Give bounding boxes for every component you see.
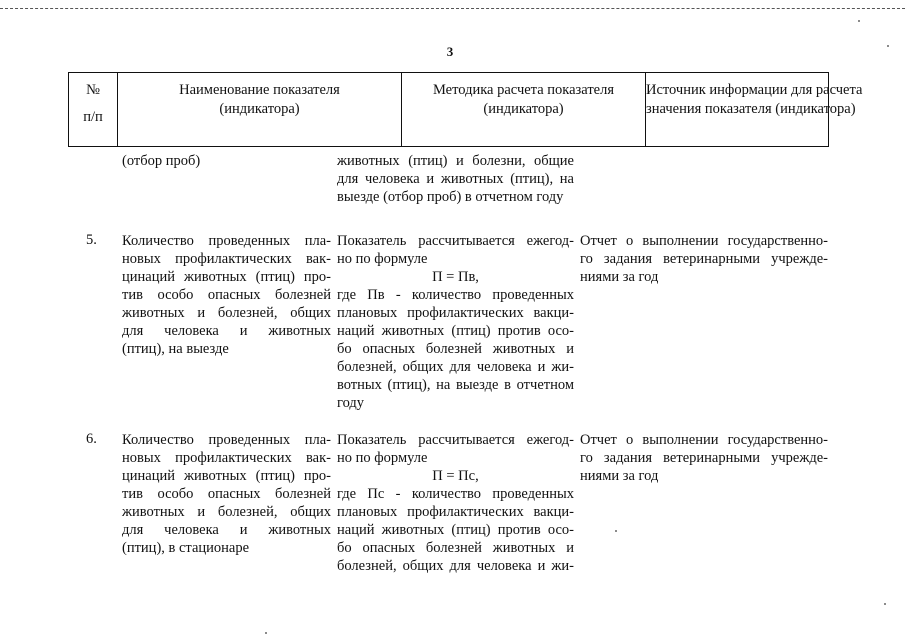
scan-speck xyxy=(615,530,617,532)
method-line: где Пв - количество проведенных xyxy=(337,287,574,303)
continuation-method-cell xyxy=(337,152,574,206)
formula: П = Пс, xyxy=(432,468,479,484)
source-line: Отчет о выполнении государственно- xyxy=(580,432,828,448)
row-number: 5. xyxy=(86,232,97,248)
header-number-symbol: № xyxy=(86,82,100,98)
name-line: тив особо опасных болезней xyxy=(122,486,331,502)
scan-speck xyxy=(887,45,889,47)
header-number-label: п/п xyxy=(83,109,103,125)
source-line: Отчет о выполнении государственно- xyxy=(580,233,828,249)
source-line: ниями за год xyxy=(580,269,659,285)
method-line: году xyxy=(337,395,365,411)
name-line: тив особо опасных болезней xyxy=(122,287,331,303)
header-method-line: Методика расчета показателя xyxy=(432,82,614,98)
method-line: бо опасных болезней животных и xyxy=(337,341,574,357)
method-line: выезде (отбор проб) в отчетном году xyxy=(337,189,564,205)
method-line: где Пс - количество проведенных xyxy=(337,486,574,502)
scan-speck xyxy=(858,20,860,22)
table-header xyxy=(68,72,863,147)
method-line: для человека и животных (птиц), на xyxy=(337,171,574,187)
method-line: Показатель рассчитывается ежегод- xyxy=(337,432,574,448)
name-line: (птиц), в стационаре xyxy=(122,540,250,556)
source-line: го задания ветеринарными учрежде- xyxy=(580,251,828,267)
row-name-cell xyxy=(122,431,331,557)
method-line: животных (птиц) и болезни, общие xyxy=(337,153,574,169)
scan-speck xyxy=(884,603,886,605)
method-line: наций животных (птиц) против осо- xyxy=(337,323,574,339)
header-source-line: Источник информации для расчета xyxy=(646,82,863,98)
row-number: 6. xyxy=(86,431,97,447)
source-line: ниями за год xyxy=(580,468,659,484)
header-source-cell xyxy=(646,73,863,146)
header-name-cell xyxy=(118,73,402,146)
header-name-line: Наименование показателя xyxy=(179,82,340,98)
continuation-name-cell xyxy=(122,152,331,170)
header-name-line: (индикатора) xyxy=(219,101,300,117)
source-line: го задания ветеринарными учрежде- xyxy=(580,450,828,466)
name-line: новых профилактических вак- xyxy=(122,450,331,466)
header-source-line: значения показателя (индикатора) xyxy=(646,101,856,117)
header-method-cell xyxy=(402,73,646,146)
name-line: Количество проведенных пла- xyxy=(122,233,331,249)
name-line: для человека и животных xyxy=(122,522,331,538)
name-line: животных и болезней, общих xyxy=(122,504,331,520)
method-line: болезней, общих для человека и жи- xyxy=(337,558,574,574)
method-line: но по формуле xyxy=(337,251,428,267)
method-line: плановых профилактических вакци- xyxy=(337,305,574,321)
formula: П = Пв, xyxy=(432,269,479,285)
name-line: (отбор проб) xyxy=(122,153,201,169)
page-number: 3 xyxy=(446,44,454,59)
header-method-line: (индикатора) xyxy=(483,101,564,117)
row-method-cell xyxy=(337,431,574,575)
name-line: животных и болезней, общих xyxy=(122,305,331,321)
row-source-cell xyxy=(580,431,828,485)
method-line: бо опасных болезней животных и xyxy=(337,540,574,556)
method-line: вотных (птиц), на выезде в отчетном xyxy=(337,377,574,393)
row-name-cell xyxy=(122,232,331,358)
method-line: Показатель рассчитывается ежегод- xyxy=(337,233,574,249)
row-source-cell xyxy=(580,232,828,286)
name-line: цинаций животных (птиц) про- xyxy=(122,468,331,484)
name-line: цинаций животных (птиц) про- xyxy=(122,269,331,285)
name-line: для человека и животных xyxy=(122,323,331,339)
header-number-cell xyxy=(69,73,118,146)
scan-speck xyxy=(265,632,267,634)
name-line: Количество проведенных пла- xyxy=(122,432,331,448)
name-line: новых профилактических вак- xyxy=(122,251,331,267)
method-line: наций животных (птиц) против осо- xyxy=(337,522,574,538)
method-line: плановых профилактических вакци- xyxy=(337,504,574,520)
name-line: (птиц), на выезде xyxy=(122,341,229,357)
method-line: но по формуле xyxy=(337,450,428,466)
scan-top-border xyxy=(0,8,905,9)
row-method-cell xyxy=(337,232,574,412)
method-line: болезней, общих для человека и жи- xyxy=(337,359,574,375)
